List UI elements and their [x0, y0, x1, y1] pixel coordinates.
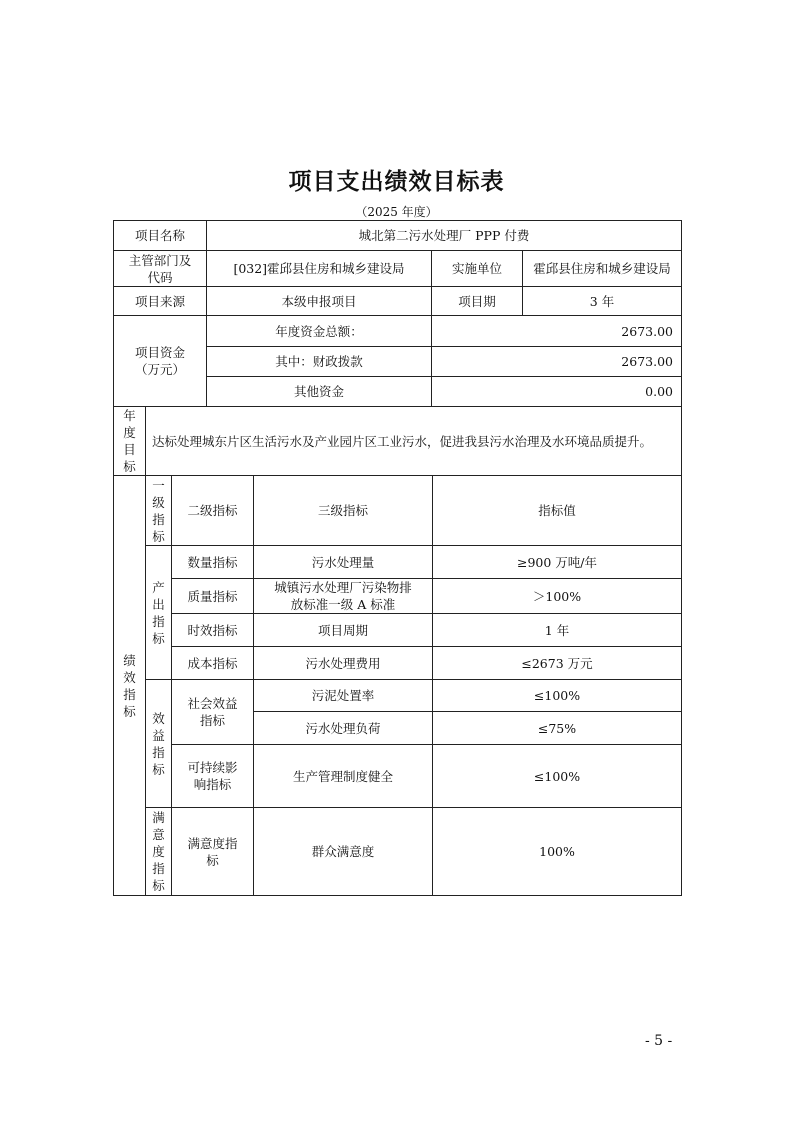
table-row-l2: 质量指标 [187, 588, 238, 604]
table-row-l3: 生产管理制度健全 [292, 768, 393, 784]
table-row-l3: 群众满意度 [311, 844, 375, 859]
funds-other-label: 其他资金 [293, 384, 344, 399]
funds-total-label: 年度资金总额： [275, 323, 363, 339]
dept-value: [032]霍邱县住房和城乡建设局 [233, 261, 405, 276]
table-row-value: ≤2673 万元 [521, 655, 593, 671]
goal-text: 达标处理城东片区生活污水及产业园片区工业污水，促进我县污水治理及水环境品质提升。 [152, 433, 653, 449]
period-value: 3 年 [589, 293, 615, 309]
table-row-l3: 污水处理费用 [305, 655, 381, 671]
page-subtitle: （2025 年度） [355, 205, 438, 219]
table-row-value: ≥900 万吨/年 [516, 554, 598, 570]
funds-fiscal-value: 2673.00 [621, 354, 673, 369]
table-right-border [681, 220, 682, 896]
source-value: 本级申报项目 [281, 293, 357, 309]
table-bottom-border [113, 895, 682, 896]
satisfaction-indicator-label: 满 意 度 指 标 [152, 810, 165, 893]
col-value-header: 指标值 [538, 503, 576, 518]
table-row-value: 1 年 [544, 622, 570, 638]
goal-label: 年 度 目 标 [123, 408, 136, 474]
table-row-l2: 成本指标 [187, 655, 238, 671]
table-row-value: ≤100% [533, 768, 581, 784]
col-level2-header: 二级指标 [187, 503, 238, 518]
table-row-value: ＞100% [532, 588, 582, 604]
table-row-value: 100% [539, 844, 575, 859]
table-row-l3: 污水处理量 [311, 554, 375, 570]
table-row-l3: 污泥处置率 [311, 688, 375, 703]
page-title: 项目支出绩效目标表 [288, 169, 505, 195]
impl-value: 霍邱县住房和城乡建设局 [533, 261, 671, 276]
table-row-l2: 可持续影 响指标 [187, 760, 238, 792]
table-row-l2: 时效指标 [187, 622, 238, 638]
table-row-l3: 污水处理负荷 [305, 720, 381, 736]
col-level1-header: 一 级 指 标 [152, 477, 165, 544]
table-row-l2: 数量指标 [187, 554, 238, 570]
source-label: 项目来源 [134, 293, 185, 309]
dept-label: 主管部门及 代码 [128, 252, 192, 285]
impl-label: 实施单位 [451, 261, 502, 276]
table-row-value: ≤100% [533, 688, 581, 703]
output-indicator-label: 产 出 指 标 [152, 579, 165, 646]
perf-label: 绩 效 指 标 [123, 652, 136, 719]
page-number: - 5 - [645, 1033, 673, 1049]
table-row-l3: 城镇污水处理厂污染物排 放标准一级 A 标准 [274, 580, 412, 612]
table-row-l3: 项目周期 [317, 622, 368, 638]
project-name-value: 城北第二污水处理厂 PPP 付费 [358, 228, 530, 243]
benefit-indicator-label: 效 益 指 标 [152, 710, 165, 777]
funds-other-value: 0.00 [645, 384, 673, 399]
table-row-l2: 社会效益 指标 [187, 696, 238, 728]
col-level3-header: 三级指标 [317, 503, 368, 518]
funds-label: 项目资金 （万元） [134, 345, 185, 377]
funds-total-value: 2673.00 [621, 323, 673, 339]
period-label: 项目期 [458, 293, 496, 309]
table-row-value: ≤75% [537, 720, 577, 736]
table-row-l2: 满意度指 标 [187, 835, 238, 868]
project-name-label: 项目名称 [134, 228, 185, 243]
funds-fiscal-label: 其中：财政拨款 [275, 354, 363, 369]
